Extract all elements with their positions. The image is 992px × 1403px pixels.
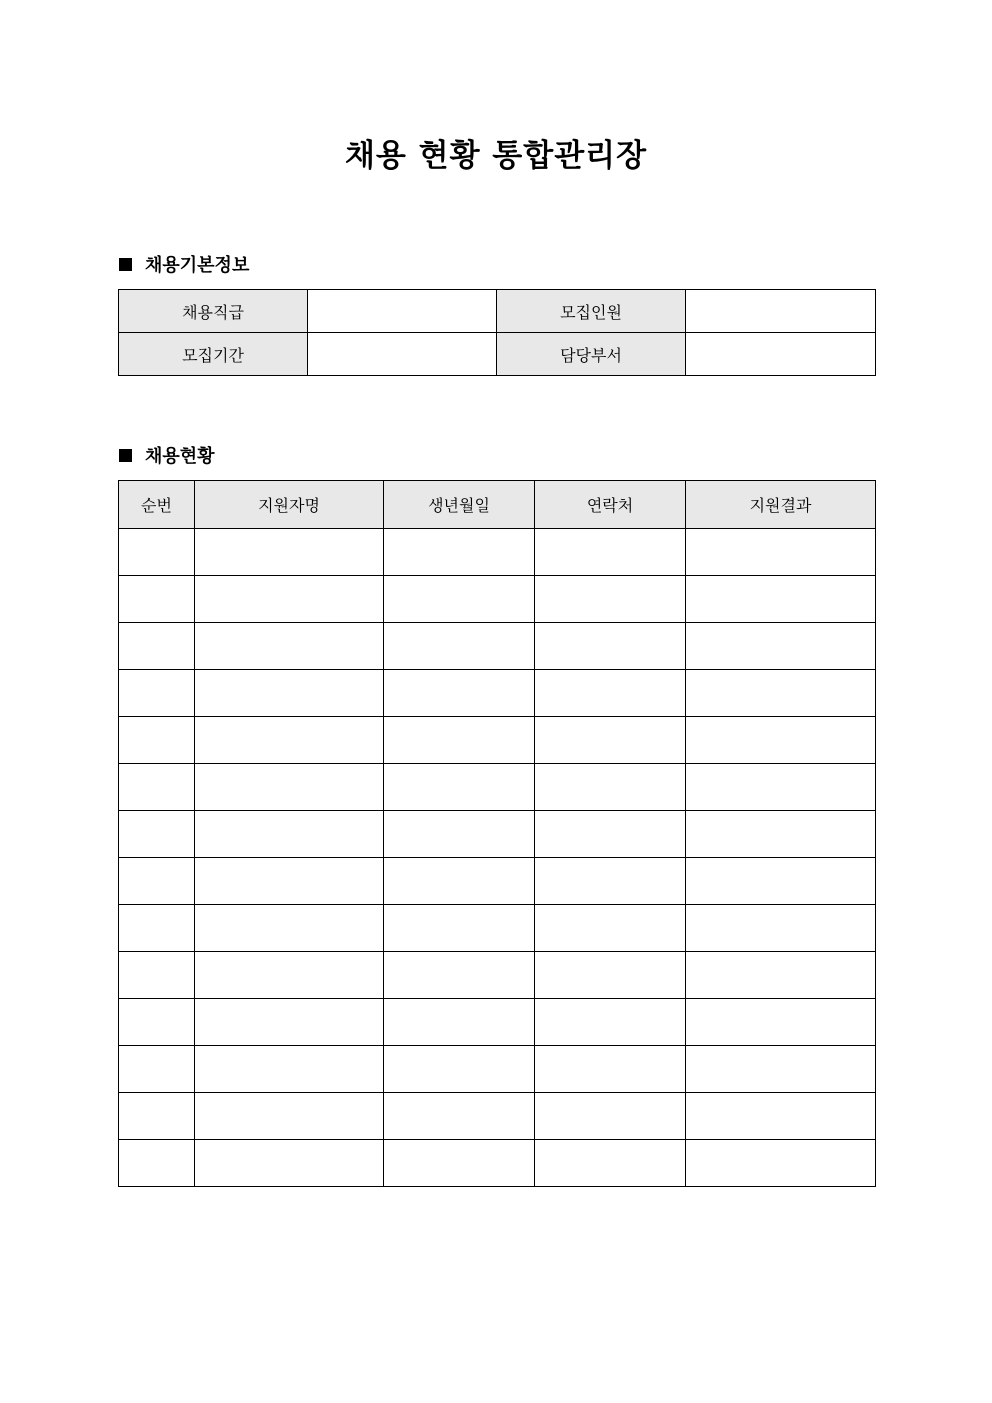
number-cell[interactable] [119,999,195,1046]
number-cell[interactable] [119,858,195,905]
number-cell[interactable] [119,1046,195,1093]
contact-cell[interactable] [535,529,686,576]
applicant-name-cell[interactable] [195,576,384,623]
number-cell[interactable] [119,811,195,858]
period-field[interactable] [308,333,497,376]
applicant-name-cell[interactable] [195,1093,384,1140]
result-cell[interactable] [686,529,876,576]
section-heading-basic-info [119,250,249,278]
contact-cell[interactable] [535,1093,686,1140]
birthdate-cell[interactable] [384,764,535,811]
birthdate-cell[interactable] [384,529,535,576]
contact-cell[interactable] [535,952,686,999]
applicant-name-cell[interactable] [195,1046,384,1093]
position-field[interactable] [308,290,497,333]
result-cell[interactable] [686,670,876,717]
table-row [119,1046,876,1093]
number-cell[interactable] [119,529,195,576]
column-header-birthdate: 생년월일 [384,481,535,529]
result-cell[interactable] [686,858,876,905]
result-cell[interactable] [686,1140,876,1187]
contact-cell[interactable] [535,858,686,905]
table-row [119,1093,876,1140]
department-field[interactable] [686,333,876,376]
applicant-name-cell[interactable] [195,529,384,576]
contact-cell[interactable] [535,717,686,764]
contact-cell[interactable] [535,764,686,811]
table-row [119,576,876,623]
contact-cell[interactable] [535,623,686,670]
result-cell[interactable] [686,1046,876,1093]
birthdate-cell[interactable] [384,576,535,623]
label-period: 모집기간 [119,333,308,376]
contact-cell[interactable] [535,905,686,952]
table-row [119,670,876,717]
birthdate-cell[interactable] [384,952,535,999]
number-cell[interactable] [119,952,195,999]
table-header-row [119,481,876,529]
result-cell[interactable] [686,905,876,952]
table-row [119,1140,876,1187]
table-row [119,623,876,670]
page-title: 채용 현황 통합관리장 [344,138,648,174]
contact-cell[interactable] [535,1046,686,1093]
applicant-name-cell[interactable] [195,1140,384,1187]
applicant-name-cell[interactable] [195,623,384,670]
table-row [119,999,876,1046]
column-header-number: 순번 [119,481,195,529]
birthdate-cell[interactable] [384,858,535,905]
section-heading-label: 채용현황 [145,446,215,467]
number-cell[interactable] [119,576,195,623]
square-bullet-icon [119,258,132,271]
birthdate-cell[interactable] [384,1140,535,1187]
result-cell[interactable] [686,623,876,670]
headcount-field[interactable] [686,290,876,333]
birthdate-cell[interactable] [384,1046,535,1093]
table-row [119,811,876,858]
status-table [118,480,876,1187]
birthdate-cell[interactable] [384,1093,535,1140]
birthdate-cell[interactable] [384,717,535,764]
birthdate-cell[interactable] [384,623,535,670]
birthdate-cell[interactable] [384,905,535,952]
contact-cell[interactable] [535,576,686,623]
applicant-name-cell[interactable] [195,858,384,905]
number-cell[interactable] [119,623,195,670]
column-header-result: 지원결과 [686,481,876,529]
contact-cell[interactable] [535,1140,686,1187]
table-row [119,717,876,764]
result-cell[interactable] [686,576,876,623]
number-cell[interactable] [119,1140,195,1187]
result-cell[interactable] [686,1093,876,1140]
status-table-body [119,529,876,1187]
contact-cell[interactable] [535,670,686,717]
section-heading-label: 채용기본정보 [145,255,250,276]
table-row [119,290,876,333]
column-header-contact: 연락처 [535,481,686,529]
contact-cell[interactable] [535,811,686,858]
applicant-name-cell[interactable] [195,811,384,858]
result-cell[interactable] [686,811,876,858]
number-cell[interactable] [119,1093,195,1140]
contact-cell[interactable] [535,999,686,1046]
label-department: 담당부서 [497,333,686,376]
result-cell[interactable] [686,764,876,811]
section-heading-status [119,441,215,469]
result-cell[interactable] [686,717,876,764]
result-cell[interactable] [686,952,876,999]
square-bullet-icon [119,449,132,462]
applicant-name-cell[interactable] [195,905,384,952]
table-row [119,905,876,952]
applicant-name-cell[interactable] [195,764,384,811]
label-position: 채용직급 [119,290,308,333]
table-row [119,764,876,811]
number-cell[interactable] [119,905,195,952]
table-row [119,858,876,905]
applicant-name-cell[interactable] [195,999,384,1046]
applicant-name-cell[interactable] [195,717,384,764]
column-header-applicant-name: 지원자명 [195,481,384,529]
applicant-name-cell[interactable] [195,670,384,717]
number-cell[interactable] [119,670,195,717]
table-row [119,333,876,376]
label-headcount: 모집인원 [497,290,686,333]
birthdate-cell[interactable] [384,811,535,858]
birthdate-cell[interactable] [384,999,535,1046]
table-row [119,529,876,576]
applicant-name-cell[interactable] [195,952,384,999]
result-cell[interactable] [686,999,876,1046]
number-cell[interactable] [119,717,195,764]
number-cell[interactable] [119,764,195,811]
basic-info-table [118,289,876,376]
birthdate-cell[interactable] [384,670,535,717]
table-row [119,952,876,999]
